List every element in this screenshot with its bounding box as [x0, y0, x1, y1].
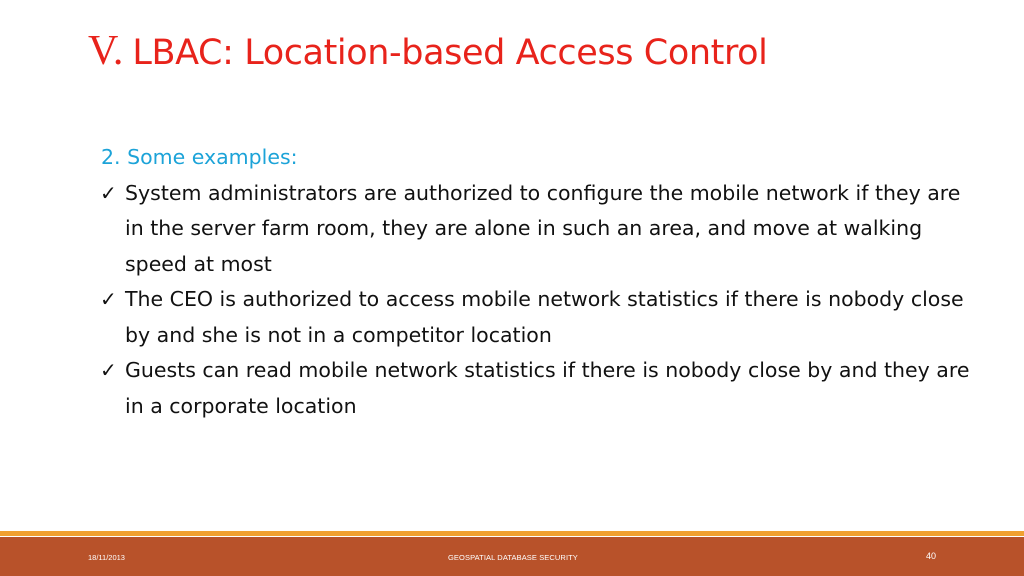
checkmark-icon: ✓	[100, 287, 117, 311]
title-text: LBAC: Location-based Access Control	[132, 33, 768, 73]
checkmark-icon: ✓	[100, 358, 117, 382]
checkmark-icon: ✓	[100, 180, 117, 205]
bullet-text: The CEO is authorized to access mobile network statistics if there is nobody close by and she is not in a competitor location	[125, 287, 964, 347]
bullet-item	[100, 282, 970, 353]
slide-title	[88, 22, 988, 89]
subheading: 2. Some examples:	[101, 145, 298, 169]
bullet-text: Guests can read mobile network statistics if there is nobody close by and they are in a corporate location	[125, 358, 970, 418]
bullet-item	[100, 353, 970, 424]
page-number: 40	[926, 551, 937, 561]
bullet-item	[100, 176, 970, 283]
footer-title: GEOSPATIAL DATABASE SECURITY	[448, 553, 578, 562]
footer-accent-line	[0, 531, 1024, 536]
footer-date: 18/11/2013	[88, 553, 125, 562]
bullet-text: System administrators are authorized to configure the mobile network if they are in the server farm room, they are alone in such an area, and move at walking speed at most	[125, 180, 961, 276]
slide-content	[100, 140, 970, 424]
title-number: V.	[88, 28, 124, 74]
